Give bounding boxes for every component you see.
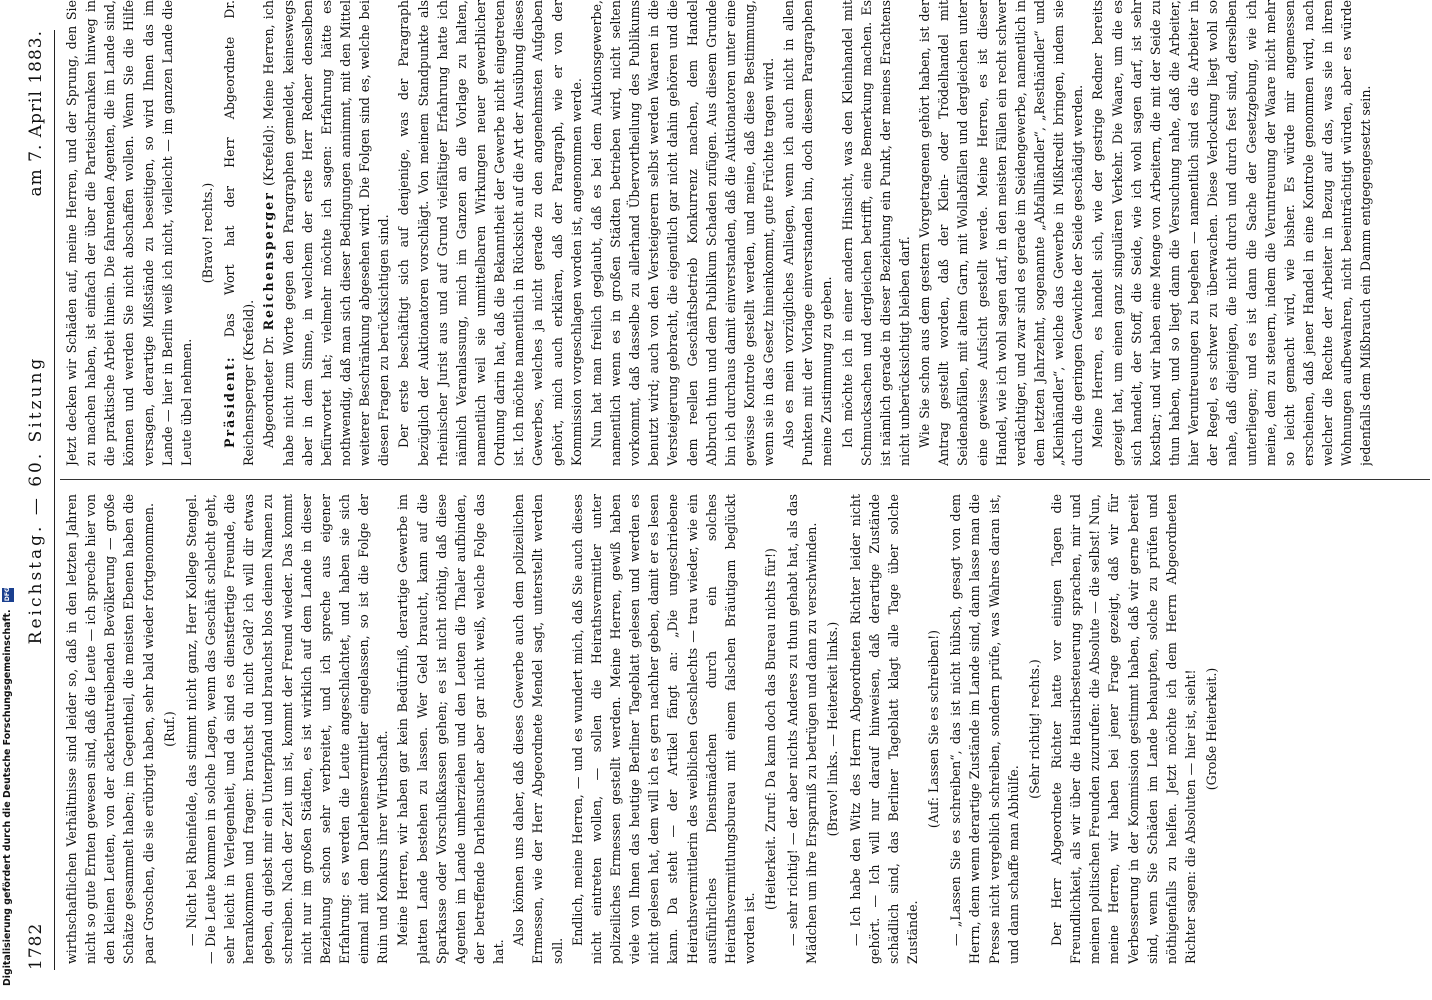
left-column [62, 494, 1422, 964]
column-divider [60, 479, 1430, 480]
right-column [62, 0, 1422, 466]
paragraph: Endlich, meine Herren, — und es wundert mich, daß Sie auch dieses nicht eintreten wollen, — sollen die Heirathsvermittler unter polizeiliches Ermessen gestellt werden. Meine Herren, gewiß haben viele von Ihnen das heutige Berliner Tageblatt gelesen und werden es nicht gelesen hat, dem will ich es gern nachher geben, damit er es lesen kann. Da steht — der Artikel fängt an: „Die ungeschriebene Heirathsvermittlerin des weiblichen Geschlechts — trau wieder, wie ein ausführliches Dienstmädchen durch ein solches Heirathsvermittlungsbureau mit einem falschen Bräutigam beglückt worden ist. [569, 494, 757, 964]
paragraph: Meine Herren, es handelt sich, wie der gestrige Redner bereits gezeigt hat, um einen ganz singulären Verkehr. Die Waare, um die es sich handelt, der Stoff, die Seide, wie ich wohl sagen darf, ist sehr kostbar; und wir haben eine Menge von Arbeitern, die mit der Seide zu thun haben, und so liegt dann die Versuchung nahe, daß die Arbeiter, hier Veruntreuungen zu begehen — namentlich sind es die Arbeiter in der Regel, es schwer zu überwachen. Diese Verlockung liegt wohl so nahe, daß diejenigen, die nicht durch und durch fest sind, derselben unterliegen; und es ist dann die Sache der Gesetzgebung, wie ich meine, dem zu steuern, indem die Veruntreuung der Waare nicht mehr so leicht gemacht wird, wie bisher. Es würde mir angemessen erscheinen, daß jener Handel in eine Kontrole genommen wird, nach welcher die Rechte der Arbeiter in Bezug auf das, was sie in ihren Wohnungen aufbewahren, nicht beeinträchtigt würden, aber es würde jedenfalls dem Mißbrauch ein Damm entgegengesetzt sein. [1090, 0, 1374, 466]
paragraph: Der Herr Abgeordnete Richter hatte vor einigen Tagen die Freundlichkeit, als wir über die Hausirbesteuerung sprachen, mir und meinen politischen Freunden zuzurufen: die Absolute — die selbst! Nun, meine Herren, wir haben bei jener Frage gezeigt, daß wir für Verbesserung in der Kommission gestimmt haben, daß wir gerne bereit sind, wenn Sie Schäden im Lande behaupten, solche zu prüfen und nöthigenfalls zu helfen. Jetzt möchte ich dem Herrn Abgeordneten Richter sagen: die Absoluten — hier ist, sieht! [1049, 494, 1199, 964]
speaker-name: Präsident: [222, 355, 238, 448]
paragraph: Also können uns daher, daß dieses Gewerbe auch dem polizeilichen Ermessen, wie der Herr Abgeordnete Mendel sagt, unterstellt werden soll. [511, 494, 565, 964]
paragraph: — sehr richtig! — der aber nichts Anderes zu thun gehabt hat, als das Mädchen um ihre Ersparniß zu betrügen und dann zu verschwinden. [785, 494, 820, 964]
stage-direction: (Ruf.) [161, 711, 177, 747]
paragraph: Nun hat man freilich geglaubt, daß es bei dem Auktionsgewerbe, namentlich wenn es in großen Städten betrieben wird, nicht selten vorkommt, daß dasselbe zu allerhand Übervortheilung des Publikums benutzt wird; auch von den Versteigerern selbst werden Waaren in die Versteigerung gebracht, die eigentlich gar nicht dahin gehören und die dem reellen Geschäftsbetrieb Konkurrenz machen, dem Handel Abbruch thun und dem Publikum Schaden zufügen. Aus diesem Grunde bin ich durchaus damit einverstanden, daß die Auktionatoren unter eine gewisse Kontrole gestellt werden, und meine, daß diese Bestimmung, wenn sie in das Gesetz hineinkommt, gute Früchte tragen wird. [588, 0, 777, 466]
stage-direction: (Sehr richtig! rechts.) [1026, 659, 1042, 799]
rotated-page-content [16, 0, 1432, 1000]
paragraph: Wie Sie schon aus dem gestern Vorgetragenen gehört haben, ist der Antrag gestellt worden, daß der Klein- oder Trödelhandel mit Seidenabfällen, mit altem Garn, mit Wollabfällen und dergleichen unter eine gewisse Aufsicht gestellt werde. Meine Herren, es ist dieser Handel, wie ich wohl sagen darf, in den meisten Fällen ein recht schwer verdächtiger, und zwar sind es gerade im Seidengewerbe, namentlich in dem letzten Jahrzehnt, sogenannte „Abfallhändler“, „Resthändler“ und „Kleinhändler“, welche das Gewerbe in Mißkredit bringen, indem sie durch die geringen Gewichte der Seide geschädigt werden. [917, 0, 1086, 466]
session-date: am 7. April 1883. [26, 30, 46, 197]
stage-direction: (Bravo! rechts.) [199, 182, 215, 284]
paragraph: Abgeordneter Dr. Reichensperger (Krefeld): Meine Herren, ich habe nicht zum Worte gegen den Paragraphen gemeldet, keineswegs aber in dem Sinne, in welchem der erste Herr Redner denselben befürwortet hat; vielmehr möchte ich sagen: Erfahrung hätte es nothwendig, daß man sich dieser Bedingungen annimmt, mit den Mittel weiterer Beschränkung abgesehen wird. Die Folgen sind es, welche bei diesen Fragen zu berücksichtigen sind. [261, 0, 392, 466]
page-number: 1782 [26, 922, 46, 970]
digitization-credit-strip [0, 0, 16, 1000]
session-title: Reichstag. — 60. Sitzung [26, 355, 46, 645]
paragraph: Ich möchte ich in einer andern Hinsicht, was den Kleinhandel mit Schmucksachen und dergleichen betrifft, eine Bemerkung machen. Es ist nämlich gerade in dieser Beziehung ein Punkt, der meines Erachtens nicht unberücksichtigt bleiben darf. [839, 0, 913, 466]
paragraph: — „Lassen Sie es schreiben“, das ist nicht hübsch, gesagt von dem Herrn, denn wenn derartige Zustände im Lande sind, dann lasse man die Presse nicht vergeblich schreiben, sondern prüfe, was Wahres daran ist, und dann schaffe man Abhülfe. [948, 494, 1021, 964]
paragraph: Jetzt decken wir Schäden auf, meine Herren, und der Sprung, den Sie zu machen haben, ist einfach der über die Parteischranken hinweg in die praktische Arbeit hinein. Die fahrenden Agenten, die im Lande sind, können und werden Sie nicht abschaffen wollen. Wenn Sie die Hilfe versagen, derartige Mißstände zu beseitigen, so wird Ihnen das im Lande — hier in Berlin weiß ich nicht, vielleicht — im ganzen Lande die Leute übel nehmen. [64, 0, 194, 466]
stage-direction: (Große Heiterkeit.) [1204, 667, 1220, 791]
paragraph: Also es mein vorzügliches Anliegen, wenn ich auch nicht in allen Punkten mit der Vorlage einverstanden bin, doch diesem Paragraphen meine Zustimmung zu geben. [781, 0, 835, 466]
paragraph: — Ich habe den Witz des Herrn Abgeordneten Richter leider nicht gehört. — Ich will nur darauf hinweisen, daß derartige Zustände schädlich sind, das Berliner Tageblatt klagt alle Tage über solche Zustände. [847, 494, 921, 964]
stage-direction: (Auf: Lassen Sie es schreiben!) [926, 629, 942, 829]
paragraph: Meine Herren, wir haben gar kein Bedürfniß, derartige Gewerbe im platten Lande bestehen zu lassen. Wer Geld braucht, kann auf die Sparkasse oder Vorschußkassen gehen; es ist nicht nöthig, daß diese Agenten im Lande umherziehen und den Leuten die Thaler aufbinden, der betreffende Darlehnsucher aber gar nicht weiß, welche Folge das hat. [395, 494, 507, 964]
dfg-logo: DFG [2, 588, 14, 602]
paragraph: wirthschaftlichen Verhältnisse sind leider so, daß in den letzten Jahren nicht so gute Ernten gewesen sind, daß die Leute — ich spreche hier von den kleinen Leuten, von der ackerbautreibenden Bevölkerung — große Schätze gesammelt haben; im Gegentheil, die meisten Ebenen haben die paar Groschen, die sie erübrigt haben, sehr bald wieder fortgenommen. [64, 494, 156, 964]
paragraph: — Nicht bei Rheinfelde, das stimmt nicht ganz, Herr Kollege Stengel. — Die Leute kommen in solche Lagen, wenn das Geschäft schlecht geht, sehr leicht in Verlegenheit, und da sind es dienstfertige Freunde, die herankommen und fragen: brauchst du nicht Geld? ich will dir etwas geben, du giebst mir ein Unterpfand und brauchst blos deinen Namen zu schreiben. Nach der Zeit um ist, kommt der Freund wieder. Das kommt nicht nur im großen Städten, es ist wirklich auf dem Lande in dieser Beziehung schon sehr verbreitet, und ich spreche aus eigener Erfahrung: es werden die Leute angeschlachtet, und haben sie sich einmal mit dem Darlehensvermittler eingelassen, so ist die Folge der Ruin und Konkurs ihrer Wirthschaft. [183, 494, 391, 964]
stage-direction: (Bravo! links. — Heiterkeit links.) [825, 621, 841, 837]
header-rule [54, 30, 55, 970]
speaker-name: Reichensperger [261, 191, 277, 331]
paragraph: Der erste beschäftigt sich auf denjenige, was der Paragraph bezüglich der Auktionatoren vorschlägt. Von meinem Standpunkte als rheinischer Jurist aus und auf Grund vielfältiger Erfahrung hatte ich nämlich Veranlassung, mich im Ganzen an die Vorlage zu halten, namentlich weil sie unmittelbaren Wirkungen neuer gewerblicher Ordnung darin hat, daß die Bekanntheit der Gewerbe nicht eingetreten ist. Ich möchte namentlich in Rücksicht auf die Art der Ausübung dieses Gewerbes, welches ja nicht gerade zu den angenehmsten Aufgaben gehört, mich auch erklären, daß der Paragraph, wie er von der Kommission vorgeschlagen worden ist, angenommen werde. [396, 0, 584, 466]
stage-direction: (Heiterkeit. Zuruf: Da kann doch das Bureau nichts für!) [763, 548, 779, 910]
running-head [20, 30, 54, 970]
paragraph: Präsident: Das Wort hat der Herr Abgeordnete Dr. Reichensperger (Krefeld). [222, 0, 257, 466]
digitization-credit-text: Digitalisierung gefördert durch die Deutsche Forschungsgemeinschaft. [2, 609, 13, 986]
